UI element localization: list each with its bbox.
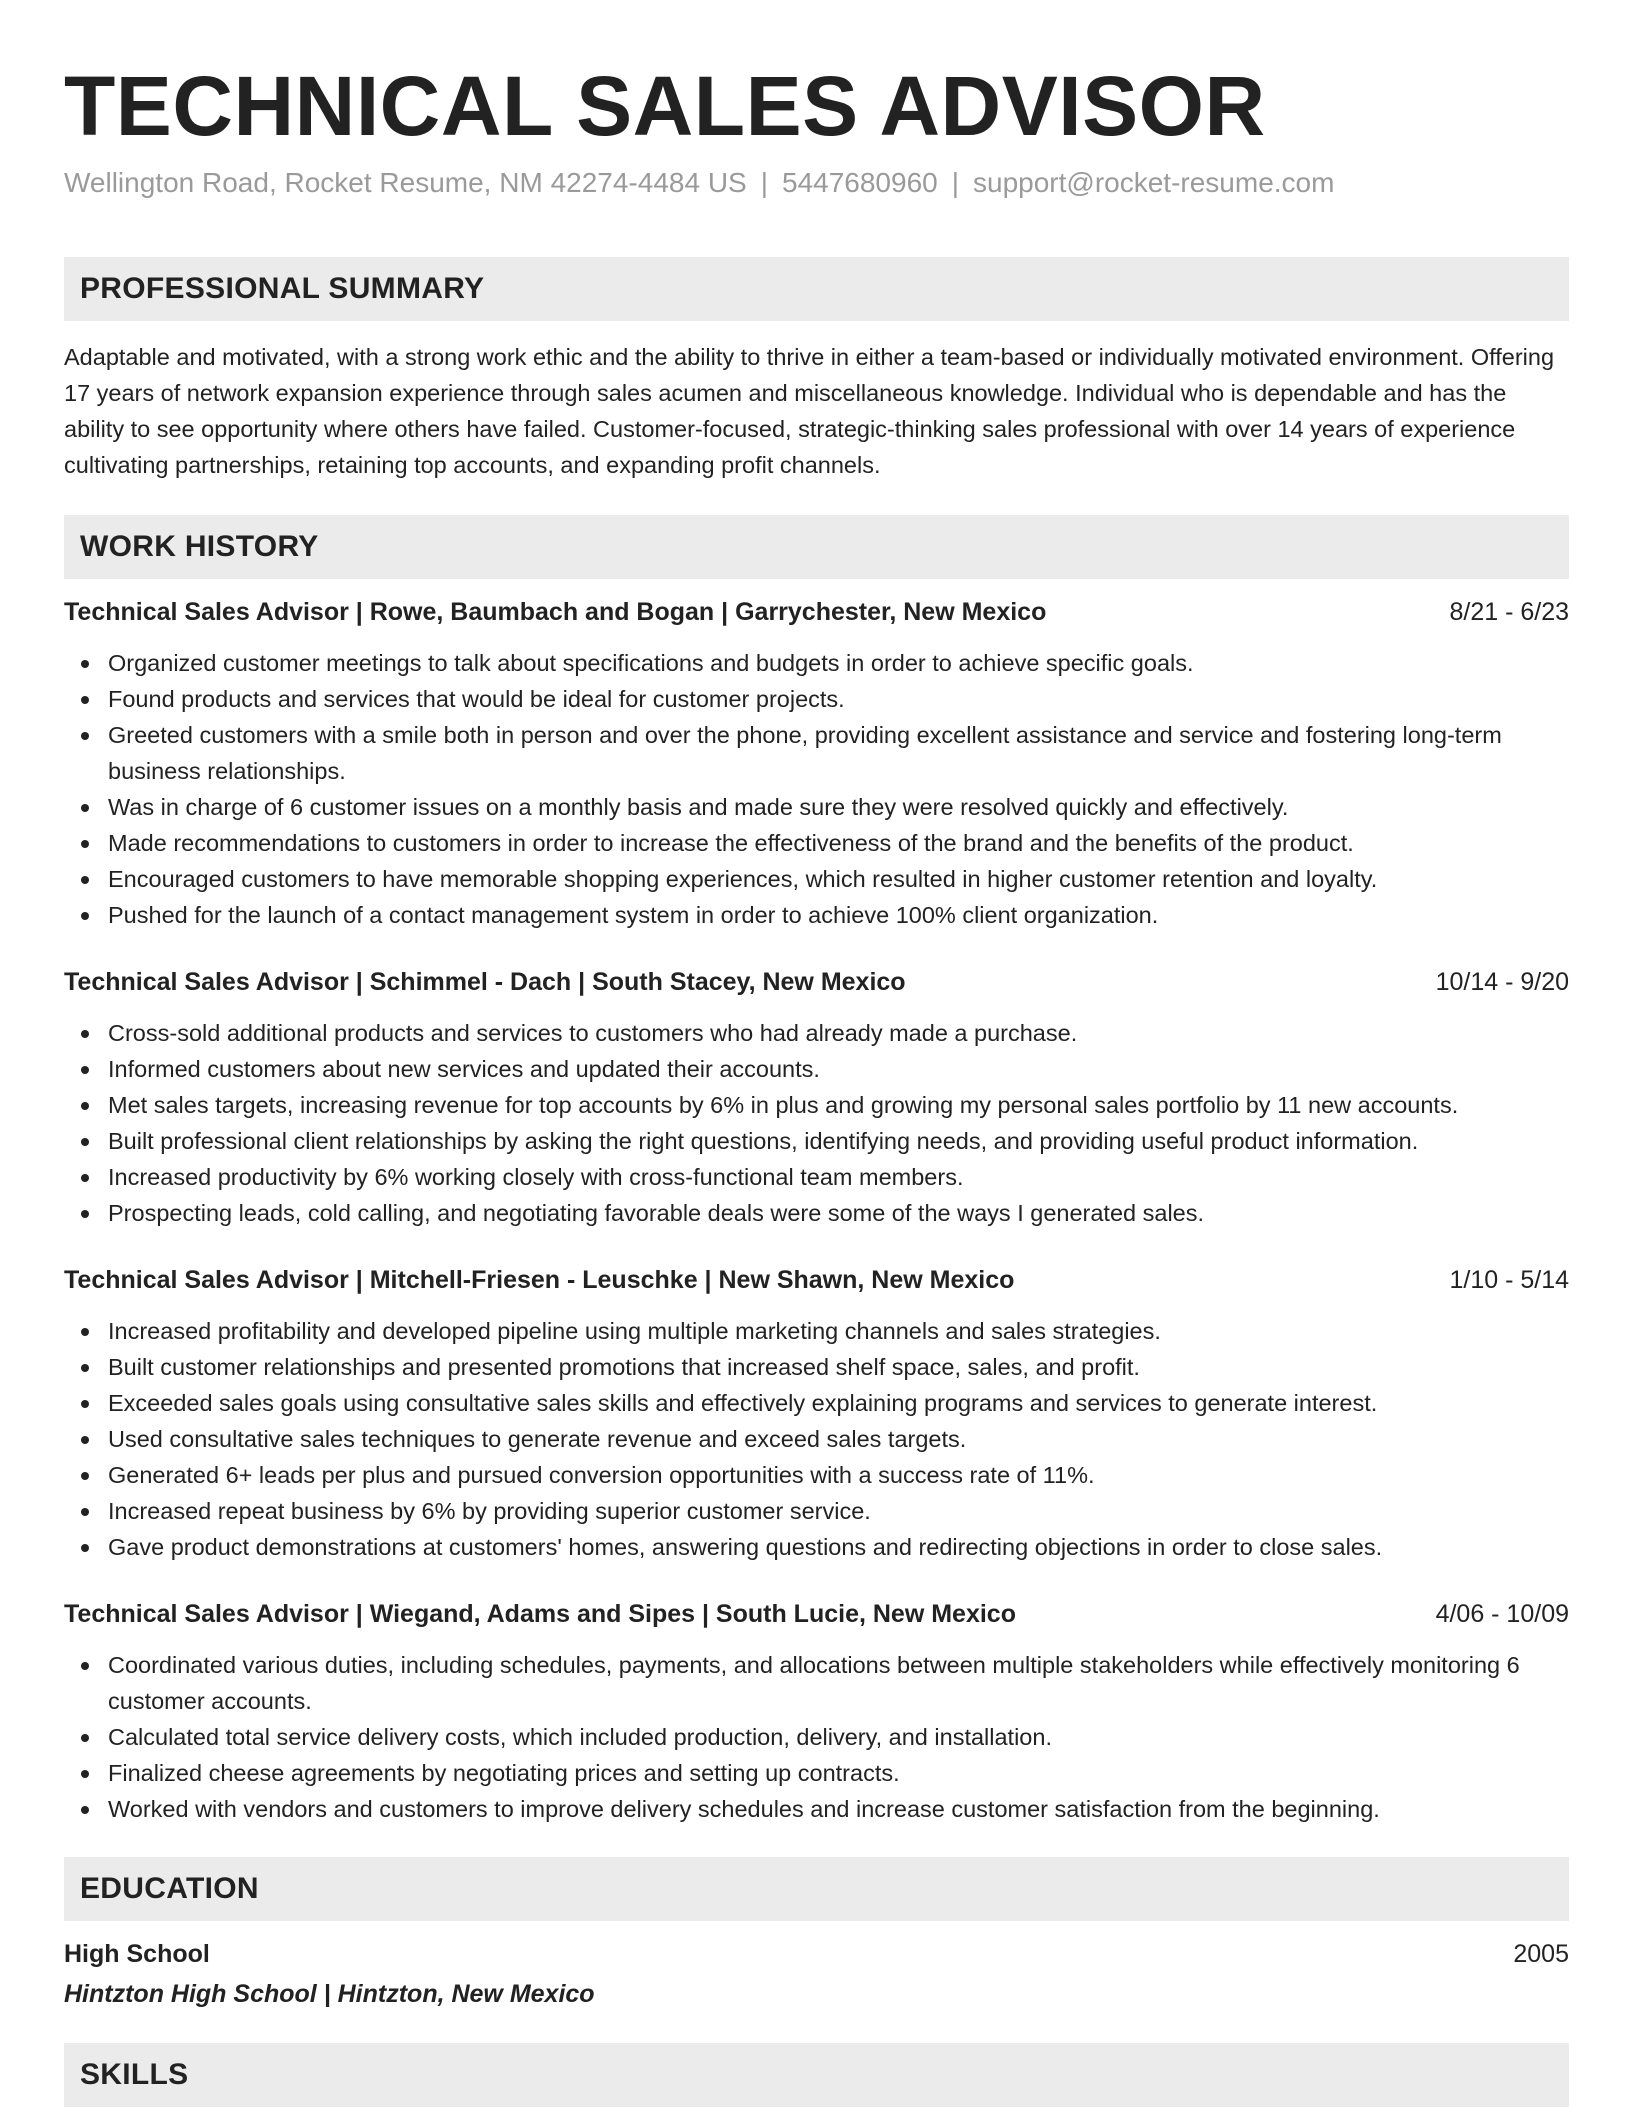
job-bullet: Used consultative sales techniques to generate revenue and exceed sales targets. [64, 1421, 1569, 1457]
job-entry [64, 1261, 1569, 1565]
job-bullet: Increased profitability and developed pipeline using multiple marketing channels and sales strategies. [64, 1313, 1569, 1349]
job-bullets [64, 1313, 1569, 1565]
job-bullets [64, 645, 1569, 933]
candidate-name: TECHNICAL SALES ADVISOR [64, 59, 1266, 153]
job-bullet: Organized customer meetings to talk about specifications and budgets in order to achieve specific goals. [64, 645, 1569, 681]
summary-text: Adaptable and motivated, with a strong work ethic and the ability to thrive in either a team-based or individually motivated environment. Offering 17 years of network expansion experience through sales acumen and miscellaneous knowledge. Individual who is dependable and has the ability to see opportunity where others have failed. Customer-focused, strategic-thinking sales professional with over 14 years of experience cultivating partnerships, retaining top accounts, and expanding profit channels. [64, 344, 1555, 478]
education-entry [64, 1935, 1569, 2013]
resume-page [64, 0, 1569, 2107]
job-entry [64, 1595, 1569, 1827]
contact-separator: | [760, 167, 768, 198]
job-header [64, 593, 1569, 631]
job-bullet: Greeted customers with a smile both in person and over the phone, providing excellent assistance and service and fostering long-term business relationships. [64, 717, 1569, 789]
job-bullet: Informed customers about new services and updated their accounts. [64, 1051, 1569, 1087]
job-bullet: Made recommendations to customers in order to increase the effectiveness of the brand and the benefits of the product. [64, 825, 1569, 861]
education-degree: High School [64, 1940, 210, 1968]
job-bullet: Pushed for the launch of a contact management system in order to achieve 100% client organization. [64, 897, 1569, 933]
job-dates: 1/10 - 5/14 [1449, 1266, 1569, 1294]
education-school: Hintzton High School | Hintzton, New Mexico [64, 1980, 595, 2008]
job-bullet: Finalized cheese agreements by negotiating prices and setting up contracts. [64, 1755, 1569, 1791]
job-bullet: Encouraged customers to have memorable shopping experiences, which resulted in higher customer retention and loyalty. [64, 861, 1569, 897]
job-bullets [64, 1015, 1569, 1231]
job-bullet: Increased repeat business by 6% by providing superior customer service. [64, 1493, 1569, 1529]
job-bullet: Generated 6+ leads per plus and pursued conversion opportunities with a success rate of 11%. [64, 1457, 1569, 1493]
contact-line [64, 164, 1569, 202]
job-bullet: Built professional client relationships by asking the right questions, identifying needs, and providing useful product information. [64, 1123, 1569, 1159]
job-bullet: Exceeded sales goals using consultative sales skills and effectively explaining programs and services to generate interest. [64, 1385, 1569, 1421]
job-bullet: Prospecting leads, cold calling, and negotiating favorable deals were some of the ways I generated sales. [64, 1195, 1569, 1231]
job-title: Technical Sales Advisor | Rowe, Baumbach and Bogan | Garrychester, New Mexico [64, 598, 1047, 626]
job-header [64, 963, 1569, 1001]
job-title: Technical Sales Advisor | Wiegand, Adams and Sipes | South Lucie, New Mexico [64, 1600, 1016, 1628]
job-bullet: Found products and services that would be ideal for customer projects. [64, 681, 1569, 717]
job-bullet: Coordinated various duties, including schedules, payments, and allocations between multiple stakeholders while effectively monitoring 6 customer accounts. [64, 1647, 1569, 1719]
job-bullet: Gave product demonstrations at customers' homes, answering questions and redirecting objections in order to close sales. [64, 1529, 1569, 1565]
job-header [64, 1261, 1569, 1299]
job-bullet: Built customer relationships and presented promotions that increased shelf space, sales, and profit. [64, 1349, 1569, 1385]
job-dates: 10/14 - 9/20 [1435, 968, 1569, 996]
section-header-work-history: WORK HISTORY [64, 515, 1569, 579]
job-bullet: Met sales targets, increasing revenue for top accounts by 6% in plus and growing my personal sales portfolio by 11 new accounts. [64, 1087, 1569, 1123]
job-bullet: Increased productivity by 6% working closely with cross-functional team members. [64, 1159, 1569, 1195]
job-entry [64, 963, 1569, 1231]
job-header [64, 1595, 1569, 1633]
job-title: Technical Sales Advisor | Schimmel - Dach | South Stacey, New Mexico [64, 968, 906, 996]
job-dates: 8/21 - 6/23 [1449, 598, 1569, 626]
job-title: Technical Sales Advisor | Mitchell-Friesen - Leuschke | New Shawn, New Mexico [64, 1266, 1015, 1294]
job-bullets [64, 1647, 1569, 1827]
education-header [64, 1935, 1569, 1973]
job-bullet: Calculated total service delivery costs, which included production, delivery, and installation. [64, 1719, 1569, 1755]
section-header-education: EDUCATION [64, 1857, 1569, 1921]
job-entry [64, 593, 1569, 933]
contact-phone: 5447680960 [782, 167, 938, 198]
job-bullet: Worked with vendors and customers to improve delivery schedules and increase customer satisfaction from the beginning. [64, 1791, 1569, 1827]
contact-email: support@rocket-resume.com [973, 167, 1335, 198]
education-year: 2005 [1513, 1940, 1569, 1968]
contact-separator: | [951, 167, 960, 198]
job-bullet: Was in charge of 6 customer issues on a monthly basis and made sure they were resolved quickly and effectively. [64, 789, 1569, 825]
contact-address: Wellington Road, Rocket Resume, NM 42274-4484 US [64, 167, 747, 198]
section-header-summary: PROFESSIONAL SUMMARY [64, 257, 1569, 321]
section-header-skills: SKILLS [64, 2043, 1569, 2107]
job-dates: 4/06 - 10/09 [1435, 1600, 1569, 1628]
job-bullet: Cross-sold additional products and services to customers who had already made a purchase. [64, 1015, 1569, 1051]
